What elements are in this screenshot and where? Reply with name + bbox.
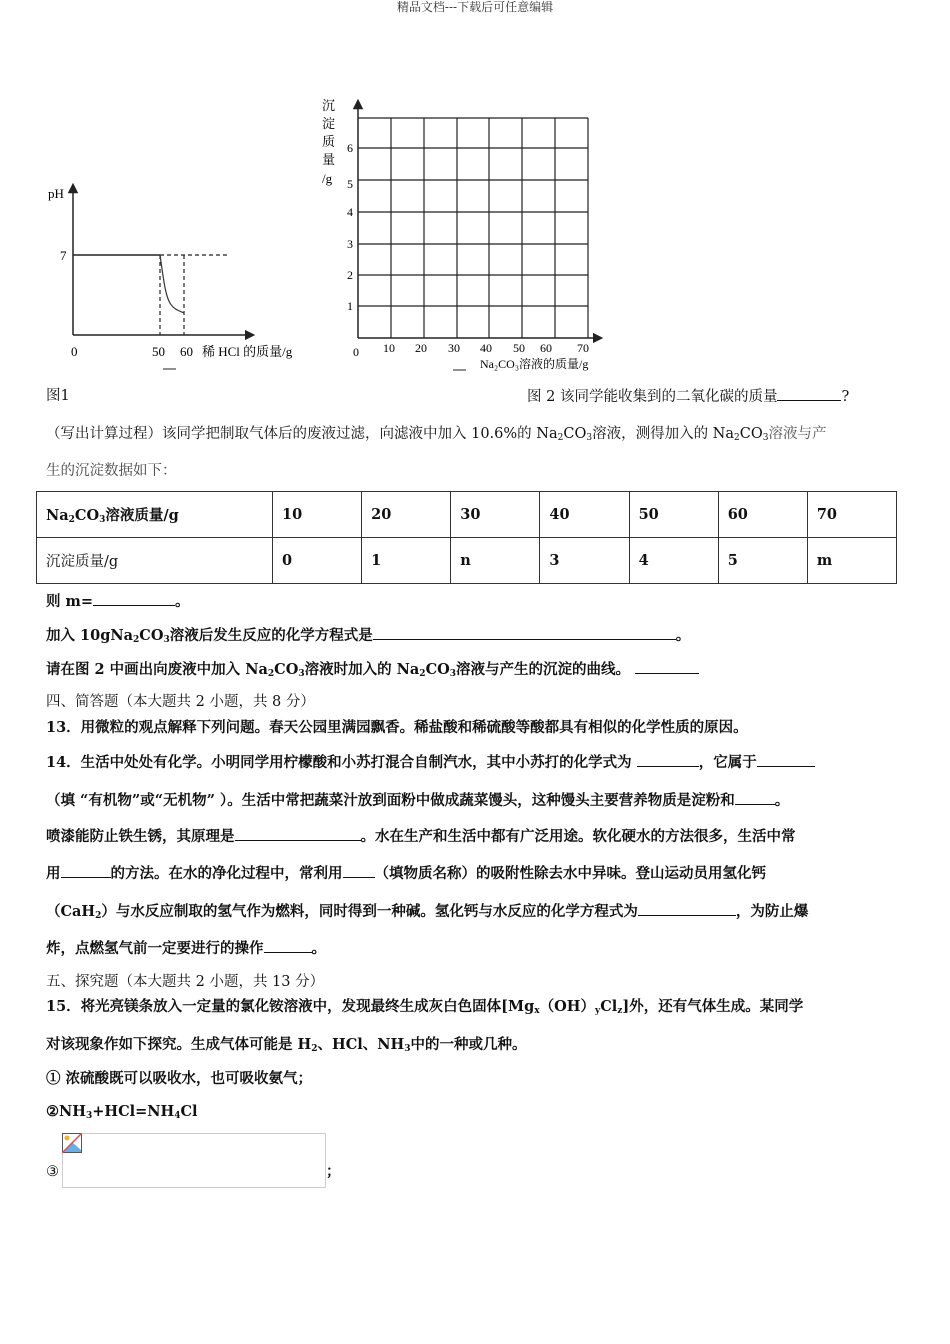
table-cell: 3 <box>540 538 629 584</box>
note-1: ① 浓硫酸既可以吸收水，也可吸收氨气； <box>46 1070 313 1087</box>
x-axis-label: Na₂CO₃溶液的质量/g <box>480 357 589 371</box>
table-cell: 10 <box>273 492 362 538</box>
y-ticks <box>347 141 353 313</box>
para1-text: 溶液与产 <box>768 426 827 442</box>
answer-blank-cah2-equation[interactable] <box>638 901 736 916</box>
table-cell: n <box>451 538 540 584</box>
answer-blank-operation[interactable] <box>264 938 312 953</box>
period: 。 <box>175 593 190 610</box>
sub: 3 <box>586 433 593 443</box>
svg-text:10: 10 <box>383 341 395 355</box>
answer-blank-m[interactable] <box>93 591 175 606</box>
paragraph-data-intro: 生的沉淀数据如下： <box>46 463 177 479</box>
sub: 2 <box>734 433 740 443</box>
figure1-caption: 图1 <box>46 388 70 404</box>
svg-text:50: 50 <box>513 341 525 355</box>
broken-image-placeholder <box>62 1133 326 1188</box>
para1-text: 溶液，测得加入的 Na <box>592 426 735 442</box>
svg-text:6: 6 <box>347 141 353 155</box>
paragraph-calc <box>46 424 826 444</box>
question-14-line3: 喷漆能防止铁生锈，其原理是 。水在生产和生活中都有广泛用途。软化硬水的方法很多，生活中常 <box>46 828 796 845</box>
svg-text:量: 量 <box>322 152 336 167</box>
svg-text:5: 5 <box>347 177 353 191</box>
question-14-line4: 用 的方法。在水的净化过程中，常利用 （填物质名称）的吸附性除去水中异味。登山运动员用氢化钙 <box>46 865 766 882</box>
table-cell: 50 <box>629 492 718 538</box>
note-3-prefix: ③ <box>46 1164 59 1180</box>
table-row <box>37 492 897 538</box>
para1-text: （写出计算过程）该同学把制取气体后的废液过滤，向滤液中加入 10.6%的 Na <box>46 426 558 442</box>
question-14-line6: 炸，点燃氢气前一定要进行的操作 。 <box>46 940 326 957</box>
para1-text: CO <box>739 426 763 442</box>
ph-chart-svg <box>0 0 320 380</box>
svg-text:/g: /g <box>322 171 333 186</box>
svg-text:1: 1 <box>347 299 353 313</box>
row-header-precipitate: 沉淀质量/g <box>37 538 273 584</box>
svg-text:沉: 沉 <box>322 98 336 113</box>
page-header: 精品文档---下载后可任意编辑 <box>396 0 554 14</box>
question-m <box>46 591 190 612</box>
section5-heading: 五、探究题（本大题共 2 小题，共 13 分） <box>46 974 325 990</box>
co2-question-text: 该同学能收集到的二氧化碳的质量 <box>559 389 778 405</box>
table-cell: 5 <box>718 538 807 584</box>
grid-chart-svg <box>310 90 630 380</box>
question-13: 13．用微粒的观点解释下列问题。春天公园里满园飘香。稀盐酸和稀硫酸等酸都具有相似的化学性质的原因。 <box>46 719 748 736</box>
svg-text:质: 质 <box>322 134 336 149</box>
svg-text:3: 3 <box>347 237 353 251</box>
svg-text:4: 4 <box>347 205 353 219</box>
broken-image-icon <box>62 1133 82 1153</box>
para1-text: CO <box>563 426 587 442</box>
co2-question <box>527 386 849 407</box>
table-cell: 20 <box>362 492 451 538</box>
note-3-suffix: ； <box>326 1163 341 1180</box>
table-cell: 30 <box>451 492 540 538</box>
table-cell: 0 <box>273 538 362 584</box>
svg-text:60: 60 <box>540 341 552 355</box>
sub: 2 <box>557 433 564 443</box>
svg-text:40: 40 <box>480 341 492 355</box>
x-tick-50: 50 <box>152 344 165 359</box>
question-mark: ? <box>841 389 850 405</box>
table-cell: 40 <box>540 492 629 538</box>
question-14-line5: （CaH$_2$）与水反应制取的氢气作为燃料，同时得到一种碱。氢化钙与水反应的化学方程式为 ，为防止爆 <box>46 903 809 921</box>
answer-blank-softening[interactable] <box>61 863 111 878</box>
answer-blank-equation[interactable] <box>373 625 676 640</box>
precipitate-data-table <box>36 491 897 584</box>
table-cell: 70 <box>807 492 896 538</box>
table-cell: m <box>807 538 896 584</box>
question-14-line2: （填 “有机物”或“无机物” ）。生活中常把蔬菜汁放到面粉中做成蔬菜馒头，这种馒头主要营养物质是淀粉和 。 <box>46 792 790 809</box>
svg-text:2: 2 <box>347 268 353 282</box>
svg-text:70: 70 <box>577 341 589 355</box>
question-15-line2: 对该现象作如下探究。生成气体可能是 $H_2$、HCl、$NH_3$中的一种或几种。 <box>46 1036 527 1054</box>
question-14-line1: 14．生活中处处有化学。小明同学用柠檬酸和小苏打混合自制汽水，其中小苏打的化学式为 ，它属于 <box>46 752 815 773</box>
question-equation: 加入 $10gNa_2CO_3$溶液后发生反应的化学方程式是 。 <box>46 627 691 645</box>
answer-blank-co2[interactable] <box>777 386 841 401</box>
answer-blank-formula[interactable] <box>637 752 699 767</box>
table-row <box>37 538 897 584</box>
figure2-grid-chart <box>310 90 630 380</box>
svg-text:淀: 淀 <box>322 116 336 131</box>
row-header-na2co3: $Na_2CO_3$溶液质量/g <box>37 492 273 538</box>
m-label: 则 m= <box>46 593 94 610</box>
x-axis-label: 稀 HCl 的质量/g <box>202 344 293 359</box>
svg-text:0: 0 <box>353 345 359 359</box>
ph-tick-7: 7 <box>60 248 67 263</box>
y-axis-label <box>322 98 335 186</box>
answer-blank-category[interactable] <box>757 752 815 767</box>
answer-blank-adsorbent[interactable] <box>343 863 375 878</box>
table-cell: 1 <box>362 538 451 584</box>
svg-text:20: 20 <box>415 341 427 355</box>
x-tick-0: 0 <box>71 344 78 359</box>
figure2-caption: 图 2 <box>527 389 556 405</box>
section4-heading: 四、简答题（本大题共 2 小题，共 8 分） <box>46 694 315 710</box>
answer-blank-curve[interactable] <box>635 659 699 674</box>
sub: 3 <box>762 433 769 443</box>
table-cell: 4 <box>629 538 718 584</box>
figure1-ph-chart <box>0 0 320 380</box>
answer-blank-nutrient[interactable] <box>735 790 775 805</box>
question-15-line1: 15．将光亮镁条放入一定量的氯化铵溶液中，发现最终生成灰白色固体$[Mg_x(OH)_yCl_z]$外，还有气体生成。某同学 <box>46 998 804 1016</box>
ph-axis-label: pH <box>48 186 64 201</box>
note-2: $②NH_3+HCl=NH_4Cl$ <box>46 1103 198 1121</box>
table-cell: 60 <box>718 492 807 538</box>
question-draw-curve: 请在图 2 中画出向废液中加入 $Na_2CO_3$溶液时加入的 $Na_2CO_3$溶液与产生的沉淀的曲线。 <box>46 659 699 680</box>
answer-blank-principle[interactable] <box>235 826 361 841</box>
x-tick-60: 60 <box>180 344 193 359</box>
svg-text:30: 30 <box>448 341 460 355</box>
